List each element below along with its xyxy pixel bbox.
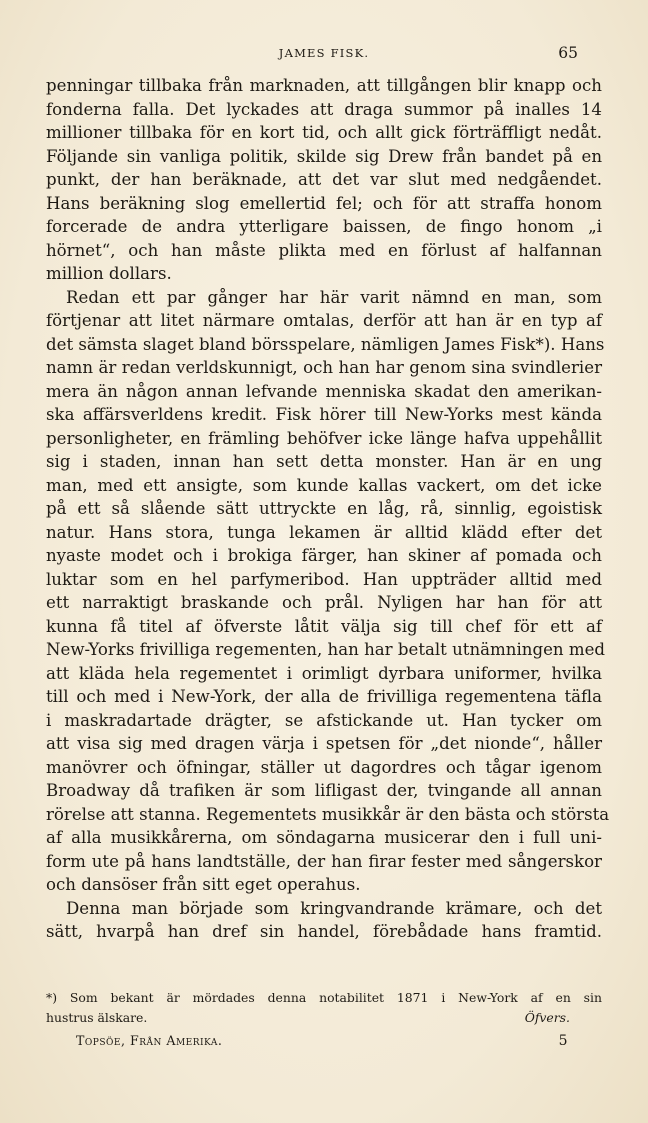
text-line: Hans beräkning slog emellertid fel; och för att straffa honom: [46, 193, 602, 213]
footnote: [46, 988, 602, 1028]
paragraph-start-line: Denna man började som kringvandrande krämare, och det: [66, 898, 602, 918]
paragraph-end-line: och dansöser från sitt eget operahus.: [46, 875, 361, 894]
text-line: natur. Hans stora, tunga lekamen är alltid klädd efter det: [46, 522, 602, 542]
text-line: kunna få titel af öfverste låtit välja sig till chef för ett af: [46, 616, 602, 636]
text-line: att kläda hela regementet i orimligt dyrbara uniformer, hvilka: [46, 663, 602, 683]
text-line: sig i staden, innan han sett detta monster. Han är en ung: [46, 452, 602, 471]
signature-text: Topsöe, Från Amerika.: [76, 1033, 223, 1048]
text-line: hörnet“, och han måste plikta med en förlust af halfannan: [46, 240, 602, 260]
translator-note: Öfvers.: [524, 1010, 570, 1025]
text-line: Broadway då trafiken är som lifligast der, tvingande all annan: [46, 781, 602, 800]
text-line: form ute på hans landtställe, der han firar fester med sångerskor: [46, 851, 602, 871]
footnote-line: *) Som bekant är mördades denna notabilitet 1871 i New-York af en sin: [46, 990, 602, 1005]
text-line: förtjenar att litet närmare omtalas, derför att han är en typ af: [46, 311, 602, 330]
text-line: fonderna falla. Det lyckades att draga summor på inalles 14: [46, 99, 602, 119]
running-head: [0, 44, 648, 64]
text-line: till och med i New-York, der alla de frivilliga regementena täfla: [46, 687, 602, 706]
text-line: namn är redan verldskunnigt, och han har genom sina svindlerier: [46, 358, 602, 377]
text-line: sätt, hvarpå han dref sin handel, förebådade hans framtid.: [46, 922, 602, 941]
printer-signature: [76, 1033, 576, 1053]
text-line: man, med ett ansigte, som kunde kallas vackert, om det icke: [46, 475, 602, 495]
paragraph-end-line: million dollars.: [46, 264, 172, 283]
text-line: personligheter, en främling behöfver icke länge hafva uppehållit: [46, 428, 602, 448]
text-line: Följande sin vanliga politik, skilde sig Drew från bandet på en: [46, 146, 602, 166]
signature-number: 5: [558, 1033, 568, 1049]
text-line: rörelse att stanna. Regementets musikkår är den bästa och största: [46, 804, 610, 824]
text-line: penningar tillbaka från marknaden, att tillgången blir knapp och: [46, 76, 602, 95]
text-line: manövrer och öfningar, ställer ut dagordres och tågar igenom: [46, 757, 602, 777]
paragraph-start-line: Redan ett par gånger har här varit nämnd en man, som: [66, 287, 602, 307]
text-line: på ett så slående sätt uttryckte en låg, rå, sinnlig, egoistisk: [46, 499, 602, 518]
text-line: det sämsta slaget bland börsspelare, nämligen James Fisk*). Hans: [46, 334, 605, 354]
text-line: New-Yorks frivilliga regementen, han har betalt utnämningen med: [46, 640, 606, 659]
text-line: att visa sig med dragen värja i spetsen för „det nionde“, håller: [46, 734, 602, 753]
footnote-line: [46, 1008, 602, 1028]
text-line: forcerade de andra ytterligare baissen, de fingo honom „i: [46, 217, 602, 236]
text-line: punkt, der han beräknade, att det var slut med nedgåendet.: [46, 170, 602, 189]
text-line: ett narraktigt braskande och prål. Nyligen har han för att: [46, 593, 602, 612]
text-line: i maskradartade drägter, se afstickande ut. Han tycker om: [46, 710, 602, 730]
text-line: millioner tillbaka för en kort tid, och allt gick förträffligt nedåt.: [46, 123, 602, 142]
body-text: [46, 74, 610, 944]
text-line: mera än någon annan lefvande menniska skadat den amerikan-: [46, 381, 602, 401]
text-line: luktar som en hel parfymeribod. Han uppträder alltid med: [46, 569, 602, 589]
running-title: JAMES FISK.: [278, 46, 370, 60]
footnote-text: hustrus älskare.: [46, 1010, 148, 1025]
text-line: af alla musikkårerna, om söndagarna musicerar den i full uni-: [46, 828, 602, 847]
text-line: nyaste modet och i brokiga färger, han skiner af pomada och: [46, 546, 602, 565]
page-number: 65: [558, 44, 578, 62]
text-line: ska affärsverldens kredit. Fisk hörer till New-Yorks mest kända: [46, 405, 602, 424]
